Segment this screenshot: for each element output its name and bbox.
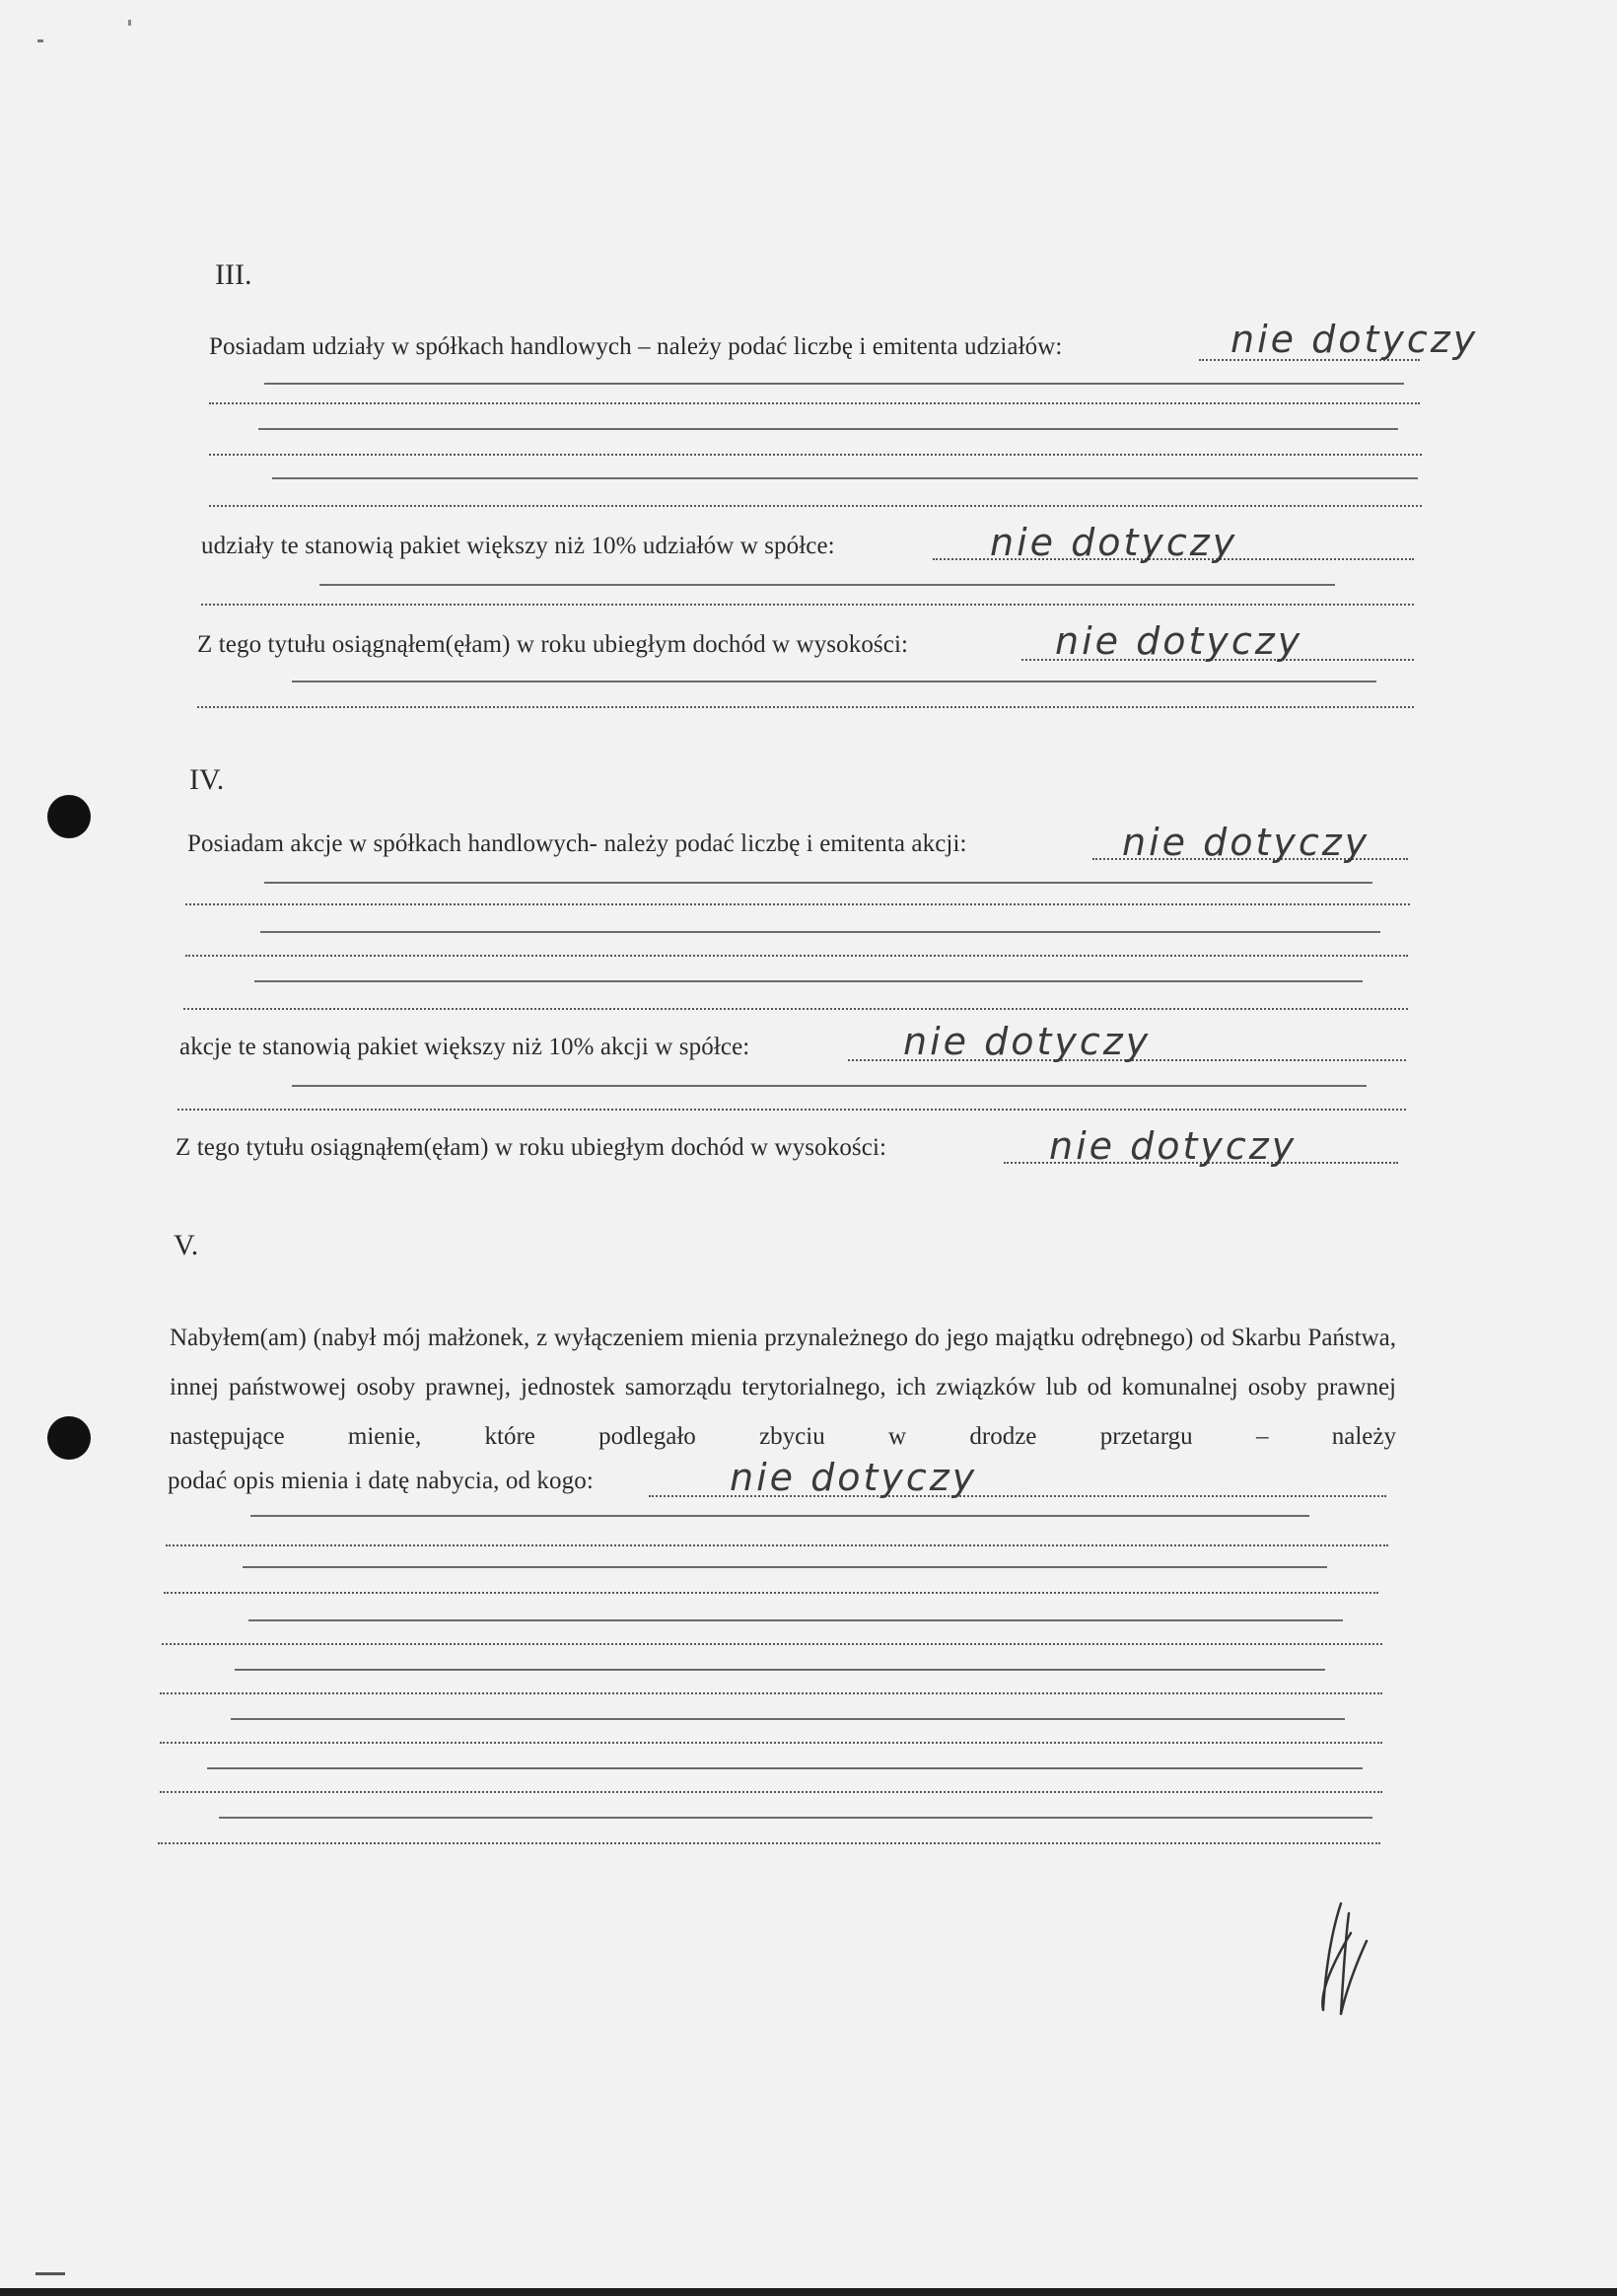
dotted-line [177, 1109, 1406, 1111]
section-3-shares-label: Posiadam udziały w spółkach handlowych – należy podać liczbę i emitenta udziałów: [209, 333, 1063, 360]
handwritten-answer: nie dotyczy [990, 521, 1238, 564]
scan-mark [128, 20, 131, 26]
dotted-line [185, 955, 1408, 957]
scan-mark [35, 2272, 65, 2275]
dotted-line [209, 505, 1422, 507]
handwritten-answer: nie dotyczy [903, 1020, 1152, 1063]
section-5-heading: V. [174, 1229, 199, 1261]
section-4-heading: IV. [189, 763, 225, 796]
scan-mark [37, 39, 43, 42]
dotted-line [160, 1742, 1382, 1744]
dotted-line [185, 903, 1410, 905]
underline [260, 931, 1380, 933]
punch-hole [47, 795, 91, 838]
handwritten-answer: nie dotyczy [1049, 1124, 1298, 1168]
punch-hole [47, 1416, 91, 1460]
handwritten-answer: nie dotyczy [1230, 318, 1479, 361]
dotted-line [183, 1008, 1408, 1010]
dotted-line [201, 604, 1414, 606]
section-3-heading: III. [215, 258, 252, 291]
handwritten-answer: nie dotyczy [730, 1456, 978, 1499]
underline [231, 1718, 1345, 1720]
section-4-stocks-label: Posiadam akcje w spółkach handlowych- należy podać liczbę i emitenta akcji: [187, 830, 967, 857]
section-3-income-label: Z tego tytułu osiągnąłem(ęłam) w roku ubiegłym dochód w wysokości: [197, 631, 909, 658]
scan-bottom-edge [0, 2288, 1617, 2296]
section-4-income-label: Z tego tytułu osiągnąłem(ęłam) w roku ubiegłym dochód w wysokości: [176, 1134, 887, 1161]
dotted-line [160, 1692, 1382, 1694]
underline [272, 477, 1418, 479]
underline [250, 1515, 1309, 1517]
underline [264, 882, 1372, 884]
underline [219, 1817, 1372, 1819]
section-3-packet-label: udziały te stanowią pakiet większy niż 10% udziałów w spółce: [201, 533, 835, 559]
underline [248, 1619, 1343, 1621]
section-5-paragraph: Nabyłem(am) (nabył mój małżonek, z wyłączeniem mienia przynależnego do jego majątku odrębnego) od Skarbu Państwa, innej państwowej osoby prawnej, jednostek samorządu terytorialnego, ich związków lub od komunalnej osoby prawnej następujące mienie, które podlegało zbyciu w drodze przetargu – należy [170, 1325, 1396, 1450]
dotted-line [160, 1791, 1382, 1793]
dotted-line [166, 1544, 1388, 1546]
underline [264, 383, 1404, 385]
dotted-line [197, 706, 1414, 708]
underline [258, 428, 1398, 430]
dotted-line [158, 1842, 1380, 1844]
underline [254, 980, 1363, 982]
dotted-line [164, 1592, 1378, 1594]
underline [292, 1085, 1367, 1087]
handwritten-signature [1311, 1894, 1390, 2022]
underline [207, 1767, 1363, 1769]
underline [235, 1669, 1325, 1671]
handwritten-answer: nie dotyczy [1055, 619, 1303, 663]
underline [243, 1566, 1327, 1568]
section-5-last-line-label: podać opis mienia i datę nabycia, od kogo: [168, 1468, 594, 1494]
underline [319, 584, 1335, 586]
dotted-line [162, 1643, 1382, 1645]
underline [292, 681, 1376, 682]
dotted-line [209, 454, 1422, 456]
section-4-packet-label: akcje te stanowią pakiet większy niż 10% akcji w spółce: [179, 1034, 750, 1060]
handwritten-answer: nie dotyczy [1122, 821, 1371, 864]
dotted-line [209, 402, 1420, 404]
